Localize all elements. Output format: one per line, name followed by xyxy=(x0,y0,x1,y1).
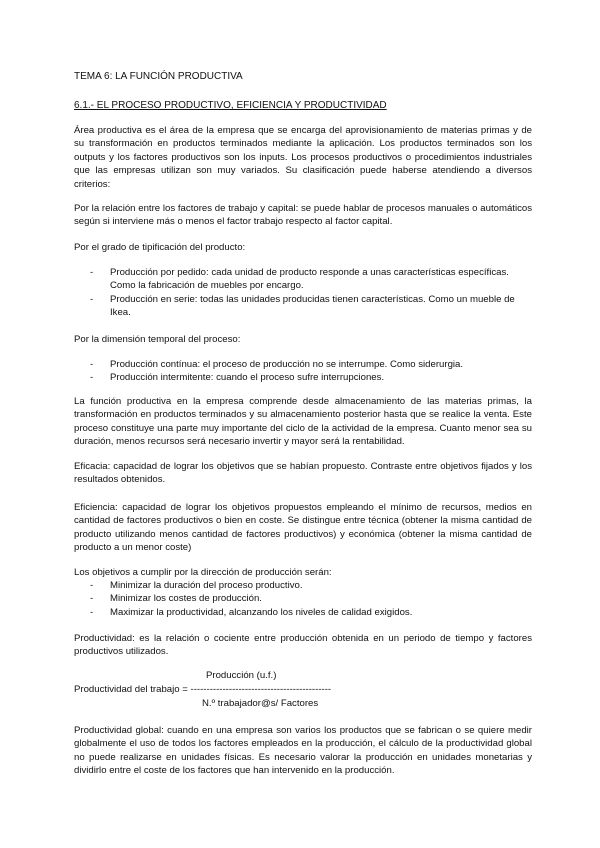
formula-denominator: N.º trabajador@s/ Factores xyxy=(202,698,319,709)
bullet-dash: - xyxy=(90,293,94,305)
page-title: TEMA 6: LA FUNCIÓN PRODUCTIVA xyxy=(74,71,243,82)
eficacia-paragraph: Eficacia: capacidad de lograr los objetivos que se habían propuesto. Contraste entre objetivos fijados y los resultados obtenidos. xyxy=(74,461,532,486)
tipificacion-list xyxy=(90,266,532,320)
bullet-dash: - xyxy=(90,359,94,370)
criterion-tipificacion-paragraph: Por el grado de tipificación del producto: xyxy=(74,242,246,253)
intro-paragraph: Área productiva es el área de la empresa que se encarga del aprovisionamiento de materias primas y de su transformación en productos terminados mediante la aplicación. Los productos terminados son los outputs y los factores productivos son los inputs. Los procesos productivos o procedimientos industriales que las empresas utilizan son muy variados. Su clasificación puede haberse atendiendo a diversos criterios: xyxy=(74,125,532,190)
criterion-temporal-paragraph: Por la dimensión temporal del proceso: xyxy=(74,334,241,345)
bullet-dash: - xyxy=(90,267,94,278)
list-item: - Producción intermitente: cuando el proceso sufre interrupciones. xyxy=(90,372,385,384)
list-item: - Producción en serie: todas las unidades producidas tienen características. Como un mueble de Ikea. xyxy=(90,293,515,319)
list-item: - Maximizar la productividad, alcanzando los niveles de calidad exigidos. xyxy=(90,606,413,618)
funcion-productiva-paragraph: La función productiva en la empresa comprende desde almacenamiento de las materias primas, la transformación en productos terminados y su almacenamiento posterior hasta que se realice la venta. Este proceso constituye una parte muy importante del ciclo de la actividad de la empresa. Cuanto menor sea su duración, menos recursos será necesario invertir y mayor será la rentabilidad. xyxy=(74,396,532,448)
list-item: - Producción contínua: el proceso de producción no se interrumpe. Como siderurgia. xyxy=(90,359,464,370)
bullet-dash: - xyxy=(90,593,94,605)
eficiencia-paragraph: Eficiencia: capacidad de lograr los objetivos propuestos empleando el mínimo de recursos, medios en cantidad de factores productivos o bien en coste. Se distingue entre técnica (obtener la misma cantidad de producto utilizando menos cantidad de factores productivos) y económica (obtener la misma cantidad de producto a un menor coste) xyxy=(74,502,532,554)
formula-numerator: Producción (u.f.) xyxy=(206,670,277,681)
list-item: - Producción por pedido: cada unidad de producto responde a unas características específicas. Como la fabricación de muebles por encargo. xyxy=(90,267,509,292)
productividad-paragraph: Productividad: es la relación o cociente entre producción obtenida en un periodo de tiempo y factores productivos utilizados. xyxy=(74,633,532,658)
section-title: 6.1.- EL PROCESO PRODUCTIVO, EFICIENCIA Y PRODUCTIVIDAD xyxy=(74,100,387,111)
temporal-list xyxy=(90,358,532,385)
bullet-dash: - xyxy=(90,372,94,384)
list-item: - Minimizar los costes de producción. xyxy=(90,593,262,605)
list-item: - Minimizar la duración del proceso productivo. xyxy=(90,580,303,591)
objetivos-intro: Los objetivos a cumplir por la dirección de producción serán: xyxy=(74,567,332,578)
bullet-dash: - xyxy=(90,580,94,591)
productividad-global-paragraph: Productividad global: cuando en una empresa son varios los productos que se fabrican o se quiere medir globalmente el uso de todos los factores empleados en la producción, el cálculo de la productividad global no puede realizarse en unidades físicas. Es necesario valorar la producción en unidades monetarias y dividirlo entre el coste de los factores que han intervenido en la producción. xyxy=(74,725,532,777)
bullet-dash: - xyxy=(90,606,94,618)
objetivos-list xyxy=(90,579,532,619)
formula-left-side: Productividad del trabajo = -------------------------------------------- xyxy=(74,684,332,695)
criterion-factors-paragraph: Por la relación entre los factores de trabajo y capital: se puede hablar de procesos manuales o automáticos según si interviene más o menos el factor trabajo respecto al factor capital. xyxy=(74,203,532,228)
